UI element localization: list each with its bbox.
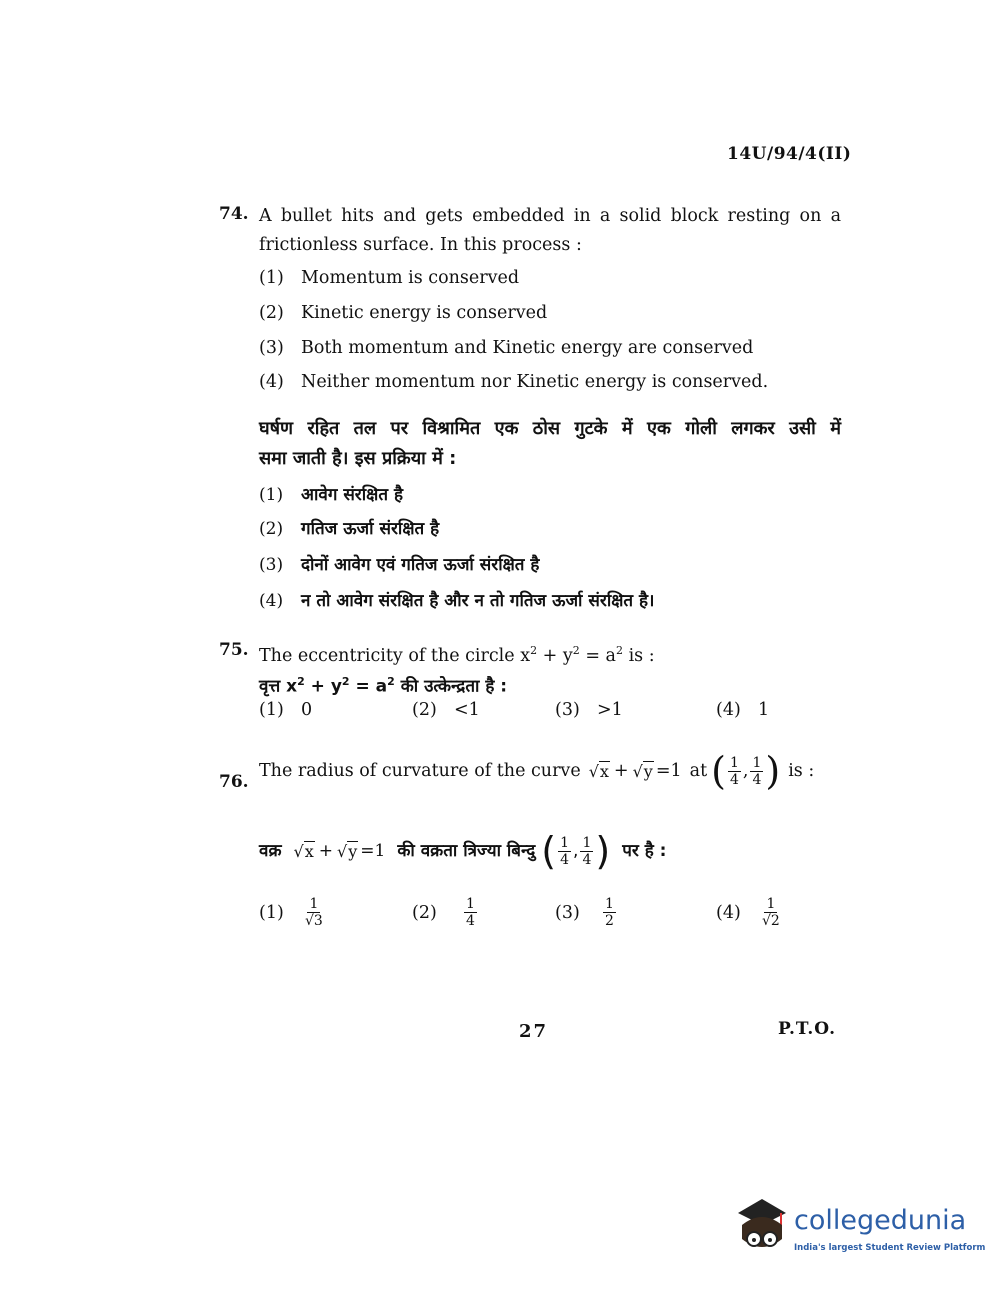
q75-option-3: (3) >1 — [555, 700, 623, 720]
q74-hindi-option-4: (4) न तो आवेग संरक्षित है और न तो गतिज ऊर्जा संरक्षित है। — [259, 591, 655, 611]
q74-hindi-option-3: (3) दोनों आवेग एवं गतिज ऊर्जा संरक्षित है — [259, 555, 540, 575]
q74-option-2: (2) Kinetic energy is conserved — [259, 303, 548, 323]
paper-code: 14U/94/4(II) — [727, 144, 852, 164]
brand-tagline: India's largest Student Review Platform — [794, 1243, 986, 1253]
brand-name: collegedunia — [794, 1205, 967, 1236]
q76-option-3: (3) $\frac{1}{2}$ — [555, 896, 614, 929]
question-74-hindi-line2: समा जाती है। इस प्रक्रिया में : — [259, 448, 457, 469]
mascot-icon — [732, 1195, 792, 1261]
question-75-number: 75. — [219, 640, 249, 660]
q74-option-3: (3) Both momentum and Kinetic energy are conserved — [259, 338, 754, 358]
question-74-number: 74. — [219, 204, 249, 224]
point-y-fraction: $\frac{1}{4}$ — [752, 754, 762, 788]
question-75-hindi-text: वृत्त $x^2 + y^2 = a^2$ की उत्केन्द्रता है : — [259, 675, 508, 697]
question-76-hindi-text: वक्र √x + √y =1 की वक्रता त्रिज्या बिन्दु ( $\frac{1}{4}$ , $\frac{1}{4}$ ) पर है : — [259, 829, 667, 873]
q74-hindi-option-1: (1) आवेग संरक्षित है — [259, 485, 403, 505]
q75-option-1: (1) 0 — [259, 700, 313, 720]
q74-hindi-option-2: (2) गतिज ऊर्जा संरक्षित है — [259, 519, 440, 539]
question-75-text: The eccentricity of the circle $x^2 + y^2 = a^2$ is : — [259, 644, 655, 666]
question-74-hindi-line1: घर्षण रहित तल पर विश्रामित एक ठोस गुटके में एक गोली लगकर उसी में — [259, 418, 841, 439]
q76-option-1: (1) $\frac{1}{√3}$ — [259, 896, 323, 929]
sqrt-y: √y — [632, 761, 653, 781]
point-x-fraction: $\frac{1}{4}$ — [729, 754, 739, 788]
question-74-text-line1: A bullet hits and gets embedded in a solid block resting on a — [259, 206, 841, 226]
q76-option-2: (2) $\frac{1}{4}$ — [412, 896, 475, 929]
q74-option-4: (4) Neither momentum nor Kinetic energy is conserved. — [259, 372, 769, 392]
q75-option-2: (2) <1 — [412, 700, 480, 720]
collegedunia-logo — [732, 1195, 986, 1261]
question-76-number: 76. — [219, 772, 249, 792]
q75-option-4: (4) 1 — [716, 700, 770, 720]
question-74-text-line2: frictionless surface. In this process : — [259, 235, 582, 255]
q74-option-1: (1) Momentum is conserved — [259, 268, 520, 288]
pto-label: P.T.O. — [778, 1019, 836, 1039]
question-76-text: The radius of curvature of the curve √x + √y =1 at ( $\frac{1}{4}$ , $\frac{1}{4}$ ) is : — [259, 749, 815, 793]
page-number: 27 — [519, 1021, 549, 1042]
q76-option-4: (4) $\frac{1}{√2}$ — [716, 896, 780, 929]
sqrt-x: √x — [588, 761, 609, 781]
